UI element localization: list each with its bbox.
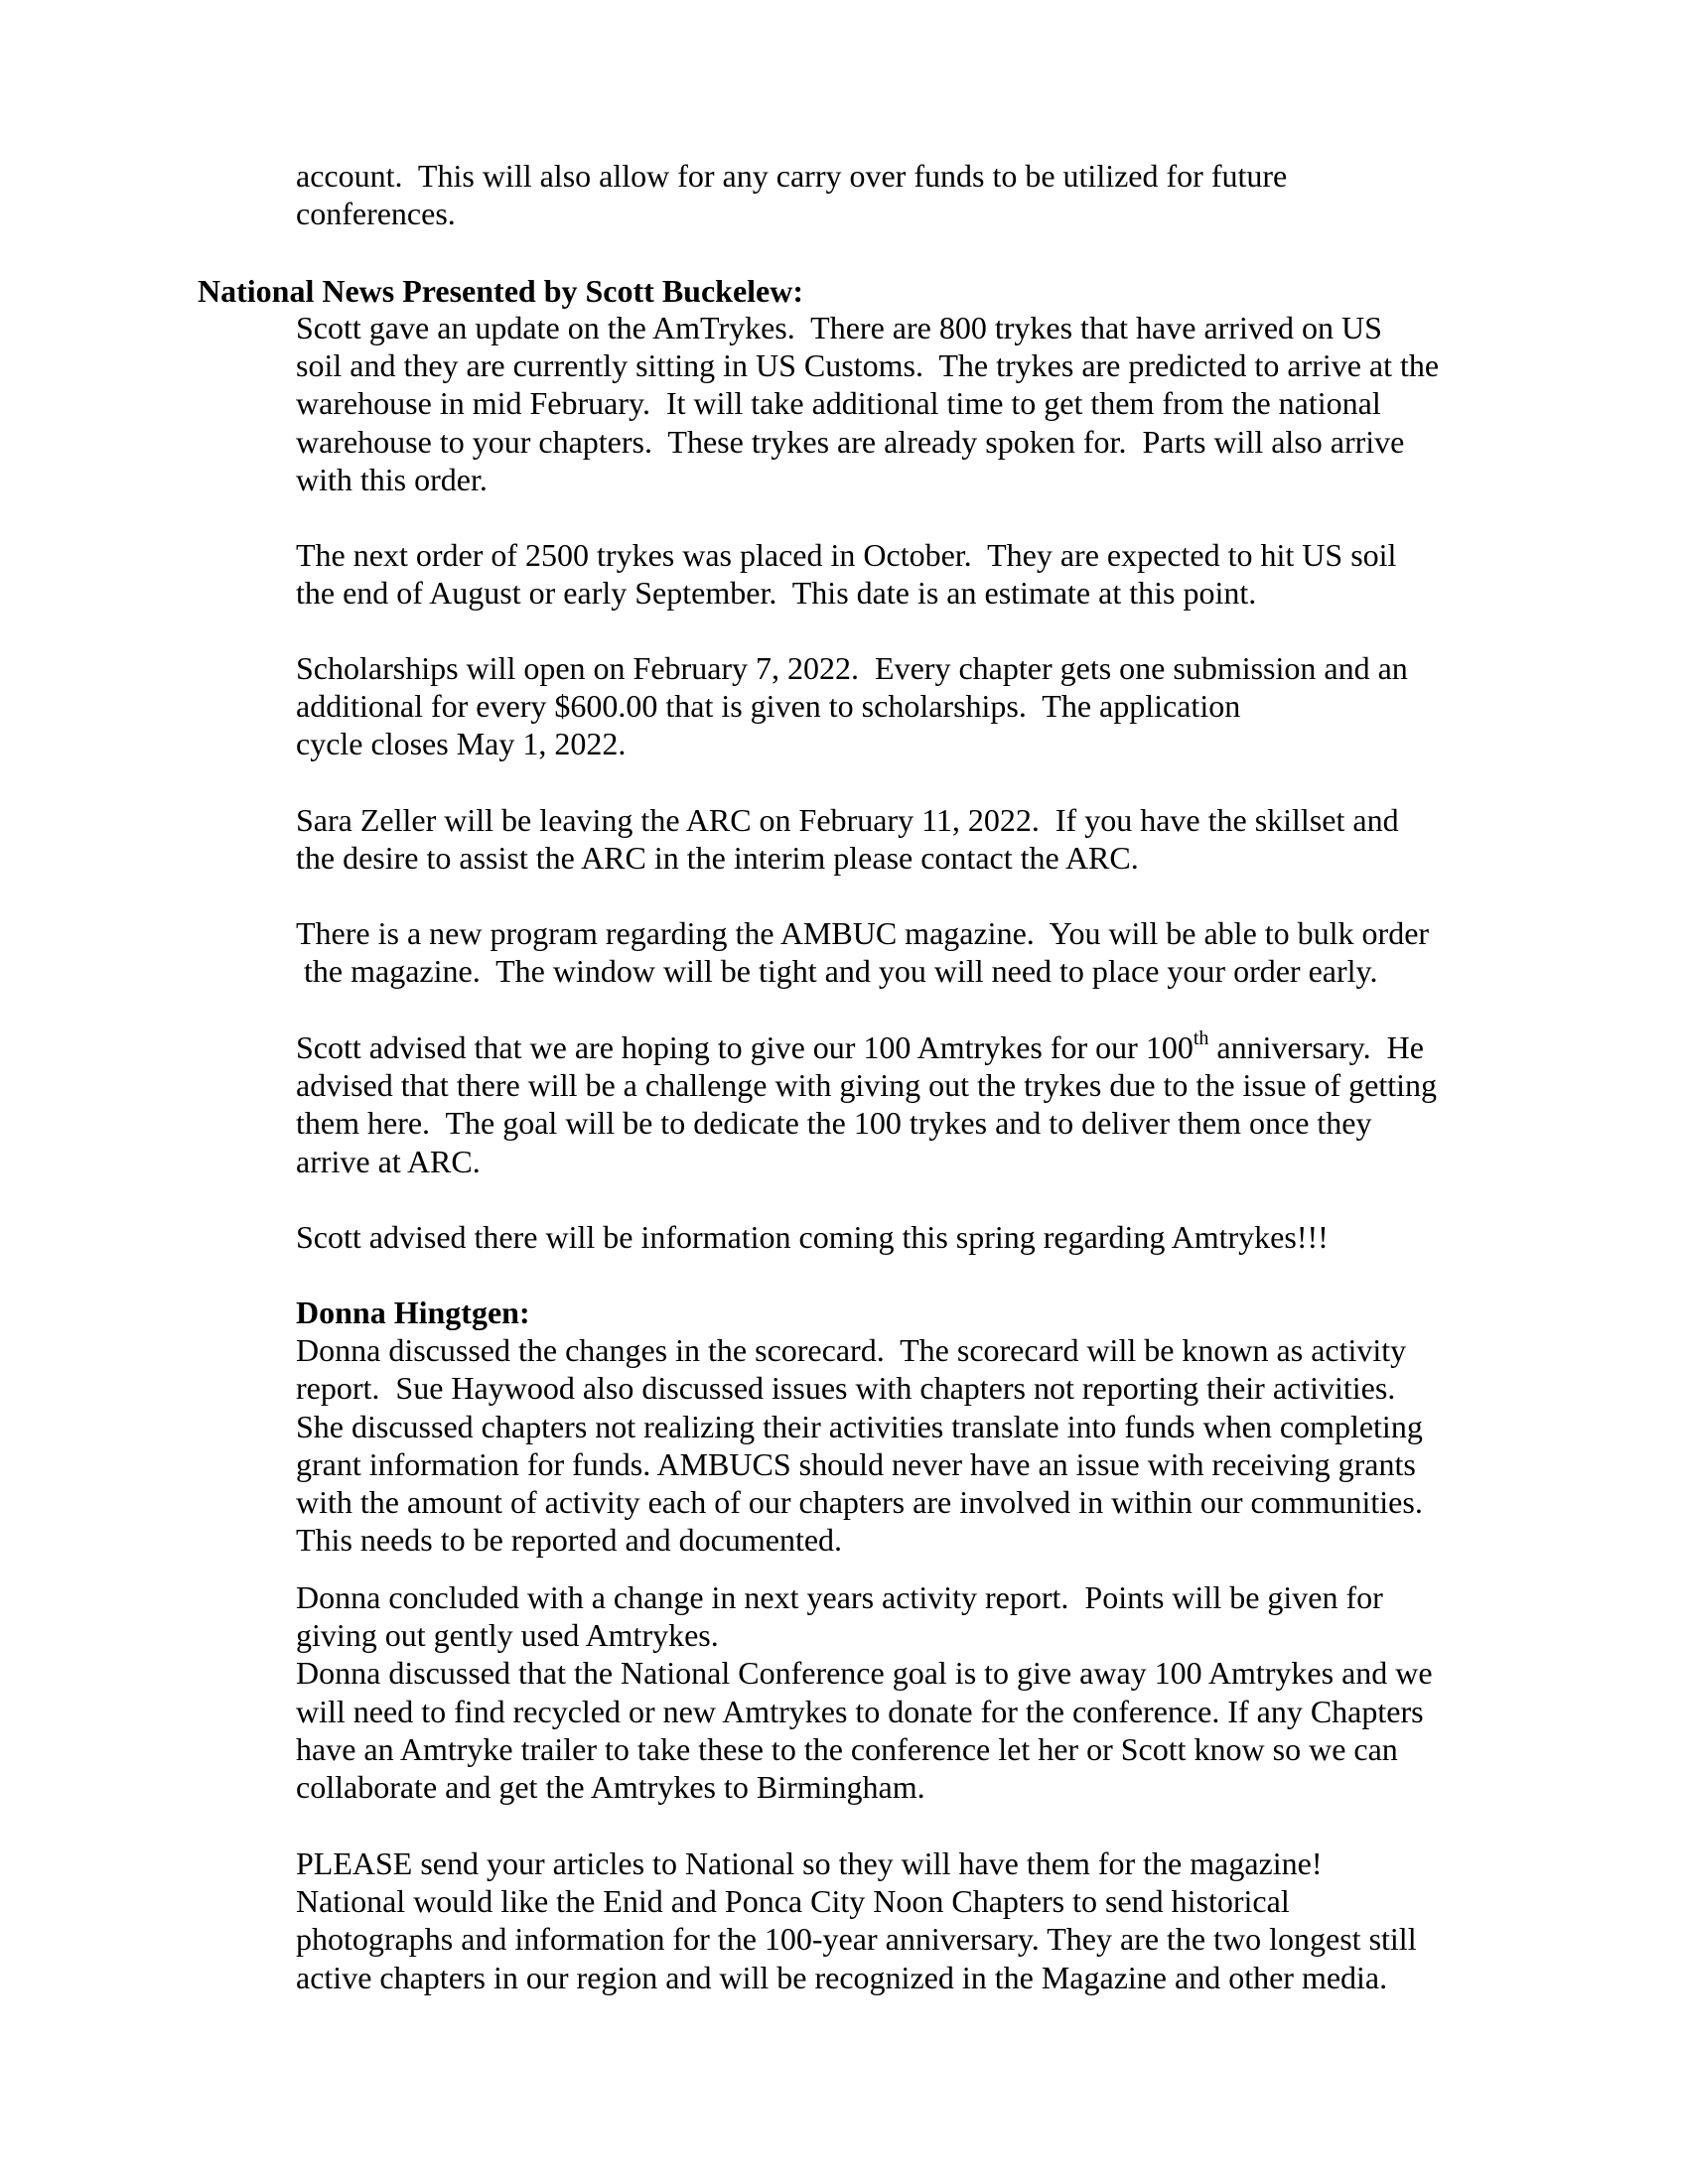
text-line: Sara Zeller will be leaving the ARC on February 11, 2022. If you have the skillset and <box>296 802 1399 838</box>
national-news-paragraph-7 <box>296 1218 1527 1256</box>
text-line: Scholarships will open on February 7, 2022. Every chapter gets one submission and an <box>296 650 1408 686</box>
text-line <box>296 1028 1527 1066</box>
text-line: collaborate and get the Amtrykes to Birmingham. <box>296 1769 925 1806</box>
text-line: cycle closes May 1, 2022. <box>296 726 627 762</box>
ordinal-suffix: th <box>1193 1027 1209 1050</box>
intro-paragraph <box>296 157 1527 232</box>
text-line: giving out gently used Amtrykes. <box>296 1617 719 1654</box>
text-line: with this order. <box>296 461 488 497</box>
text-line: Scott advised there will be information coming this spring regarding Amtrykes!!! <box>296 1219 1329 1255</box>
text-line: account. This will also allow for any carry over funds to be utilized for future <box>296 158 1288 194</box>
national-news-paragraph-5 <box>296 914 1527 990</box>
text-line: additional for every $600.00 that is given to scholarships. The application <box>296 688 1241 725</box>
text-line: conferences. <box>296 196 456 232</box>
donna-paragraph-3 <box>296 1844 1527 1996</box>
text-segment: Scott advised that we are hoping to give our 100 Amtrykes for our 100 <box>296 1029 1194 1065</box>
text-line: warehouse in mid February. It will take additional time to get them from the national <box>296 385 1381 422</box>
national-news-paragraph-1 <box>296 309 1527 498</box>
text-line: warehouse to your chapters. These trykes are already spoken for. Parts will also arrive <box>296 423 1405 460</box>
text-line: advised that there will be a challenge with giving out the trykes due to the issue of getting <box>296 1067 1438 1104</box>
donna-heading: Donna Hingtgen: <box>296 1295 530 1330</box>
text-segment: anniversary. He <box>1208 1029 1424 1065</box>
text-line: the desire to assist the ARC in the interim please contact the ARC. <box>296 840 1139 877</box>
donna-section <box>296 1294 1527 1559</box>
text-line: them here. The goal will be to dedicate the 100 trykes and to deliver them once they <box>296 1105 1372 1142</box>
text-line: report. Sue Haywood also discussed issues with chapters not reporting their activities. <box>296 1370 1396 1407</box>
text-line: This needs to be reported and documented. <box>296 1522 843 1559</box>
text-line: will need to find recycled or new Amtrykes to donate for the conference. If any Chapters <box>296 1693 1424 1729</box>
national-news-heading: National News Presented by Scott Buckelew: <box>198 273 804 309</box>
text-line: Donna concluded with a change in next years activity report. Points will be given for <box>296 1579 1383 1615</box>
national-news-paragraph-2 <box>296 536 1527 612</box>
national-news-paragraph-3 <box>296 649 1527 763</box>
text-line: soil and they are currently sitting in US Customs. The trykes are predicted to arrive at the <box>296 347 1440 384</box>
text-line: the end of August or early September. This date is an estimate at this point. <box>296 575 1257 612</box>
national-news-paragraph-6 <box>296 1028 1527 1180</box>
text-line: the magazine. The window will be tight and you will need to place your order early. <box>296 953 1378 990</box>
text-line: active chapters in our region and will be recognized in the Magazine and other media. <box>296 1959 1388 1995</box>
text-line: There is a new program regarding the AMBUC magazine. You will be able to bulk order <box>296 915 1430 951</box>
donna-paragraph-2 <box>296 1578 1527 1806</box>
text-line: Scott gave an update on the AmTrykes. There are 800 trykes that have arrived on US <box>296 310 1382 345</box>
text-line: have an Amtryke trailer to take these to the conference let her or Scott know so we can <box>296 1730 1398 1767</box>
text-line: Donna discussed the changes in the scorecard. The scorecard will be known as activity <box>296 1332 1407 1369</box>
national-news-paragraph-4 <box>296 801 1527 877</box>
text-line: photographs and information for the 100-year anniversary. They are the two longest still <box>296 1921 1417 1958</box>
text-line: with the amount of activity each of our chapters are involved in within our communities. <box>296 1484 1423 1521</box>
text-line: arrive at ARC. <box>296 1143 481 1179</box>
text-line: The next order of 2500 trykes was placed in October. They are expected to hit US soil <box>296 537 1397 573</box>
text-line: PLEASE send your articles to National so they will have them for the magazine! <box>296 1845 1323 1881</box>
text-line: She discussed chapters not realizing their activities translate into funds when completing <box>296 1408 1423 1444</box>
text-line: Donna discussed that the National Conference goal is to give away 100 Amtrykes and we <box>296 1655 1433 1692</box>
text-line: grant information for funds. AMBUCS should never have an issue with receiving grants <box>296 1445 1416 1482</box>
text-line: National would like the Enid and Ponca City Noon Chapters to send historical <box>296 1883 1290 1920</box>
